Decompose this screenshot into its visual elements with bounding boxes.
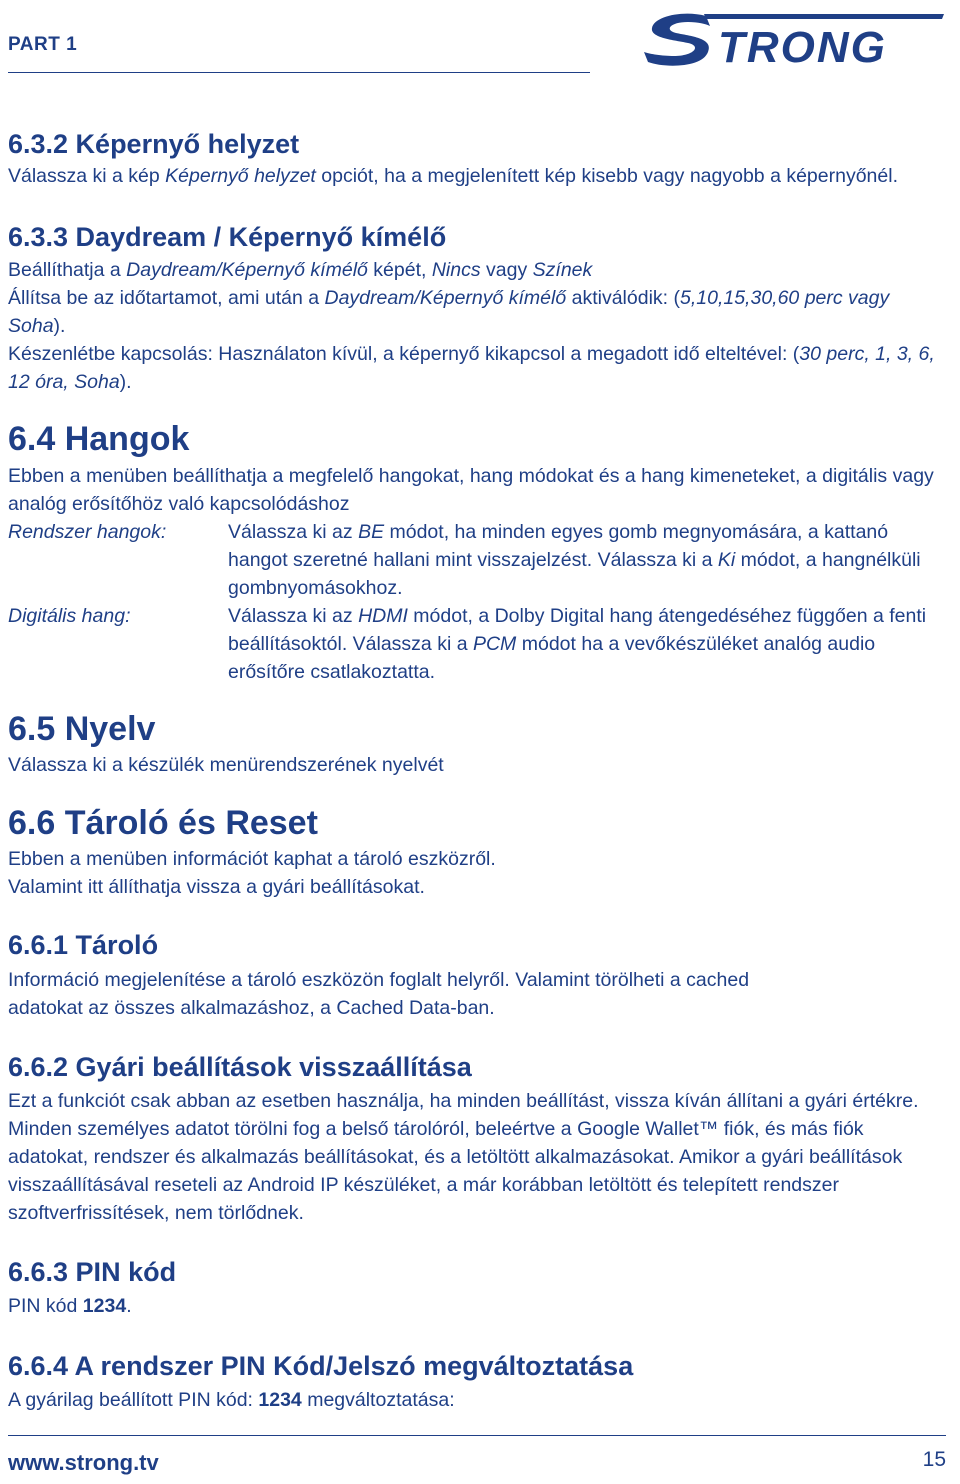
screen-position-text: Válassza ki a kép Képernyő helyzet opciót, ha a megjelenített kép kisebb vagy nagyobb a képernyőnél. [8,165,898,187]
header-divider [8,72,590,73]
part-label: PART 1 [8,34,78,55]
section-title-sounds: 6.4 Hangok [8,420,190,458]
sounds-intro: Ebben a menüben beállíthatja a megfelelő hangokat, hang módokat és a hang kimeneteket, a digitális vagy analóg erősítőhöz való kapcsolódáshoz [8,465,934,515]
section-title-change-pin: 6.6.4 A rendszer PIN Kód/Jelszó megváltoztatása [8,1351,634,1381]
footer-website-link[interactable]: www.strong.tv [8,1450,159,1475]
section-title-pin: 6.6.3 PIN kód [8,1257,177,1287]
strong-logo [644,10,948,68]
section-title-language: 6.5 Nyelv [8,710,156,748]
daydream-time-text: Állítsa be az időtartamot, ami után a Daydream/Képernyő kímélő aktiválódik: (5,10,15,30,60 perc vagy Soha). [8,287,890,337]
svg-text:TRONG: TRONG [718,23,887,68]
pin-text: PIN kód 1234. [8,1295,132,1317]
def-digital-sound: Válassza ki az HDMI módot, a Dolby Digital hang átengedéséhez függően a fenti beállításoktól. Válassza ki a PCM módot ha a vevőkészüléket analóg audio erősítőre csatlakoztatta. [228,605,927,683]
term-system-sounds: Rendszer hangok: [8,521,167,543]
factory-reset-text: Ezt a funkciót csak abban az esetben használja, ha minden beállítást, vissza kíván állítani a gyári értékre. Minden személyes adatot törölni fog a belső tárolóról, beleértve a Google Wallet™ fiók, és más fiók adatokat, rendszer és alkalmazás beállításokat, és a letöltött alkalmazásokat. Amikor a gyári beállítások visszaállításával reseteli az Android IP készüléket, a már korábban letöltött és telepített rendszer szoftverfrissítések, nem törlődnek. [8,1090,919,1224]
section-title-daydream: 6.3.3 Daydream / Képernyő kímélő [8,222,447,252]
section-title-storage-reset: 6.6 Tároló és Reset [8,804,318,842]
def-system-sounds: Válassza ki az BE módot, ha minden egyes gomb megnyomására, a kattanó hangot szeretné hallani mint visszajelzést. Válassza ki a Ki módot, a hangnélküli gombnyomásokhoz. [228,521,921,599]
language-text: Válassza ki a készülék menürendszerének nyelvét [8,754,444,776]
page-number: 15 [922,1448,946,1471]
storage-reset-text: Ebben a menüben információt kaphat a tároló eszközről. Valamint itt állíthatja vissza a gyári beállításokat. [8,848,496,898]
footer-divider [8,1435,946,1436]
section-title-screen-position: 6.3.2 Képernyő helyzet [8,129,300,159]
standby-text: Készenlétbe kapcsolás: Használaton kívül, a képernyő kikapcsol a megadott idő elteltével: (30 perc, 1, 3, 6, 12 óra, Soha). [8,343,935,393]
change-pin-text: A gyárilag beállított PIN kód: 1234 megváltoztatása: [8,1389,455,1411]
term-digital-sound: Digitális hang: [8,605,131,627]
section-title-storage: 6.6.1 Tároló [8,930,159,960]
storage-text: Információ megjelenítése a tároló eszközön foglalt helyről. Valamint törölheti a cached adatokat az összes alkalmazáshoz, a Cached Data-ban. [8,969,750,1019]
section-title-factory-reset: 6.6.2 Gyári beállítások visszaállítása [8,1052,472,1082]
daydream-image-text: Beállíthatja a Daydream/Képernyő kímélő képét, Nincs vagy Színek [8,259,593,281]
